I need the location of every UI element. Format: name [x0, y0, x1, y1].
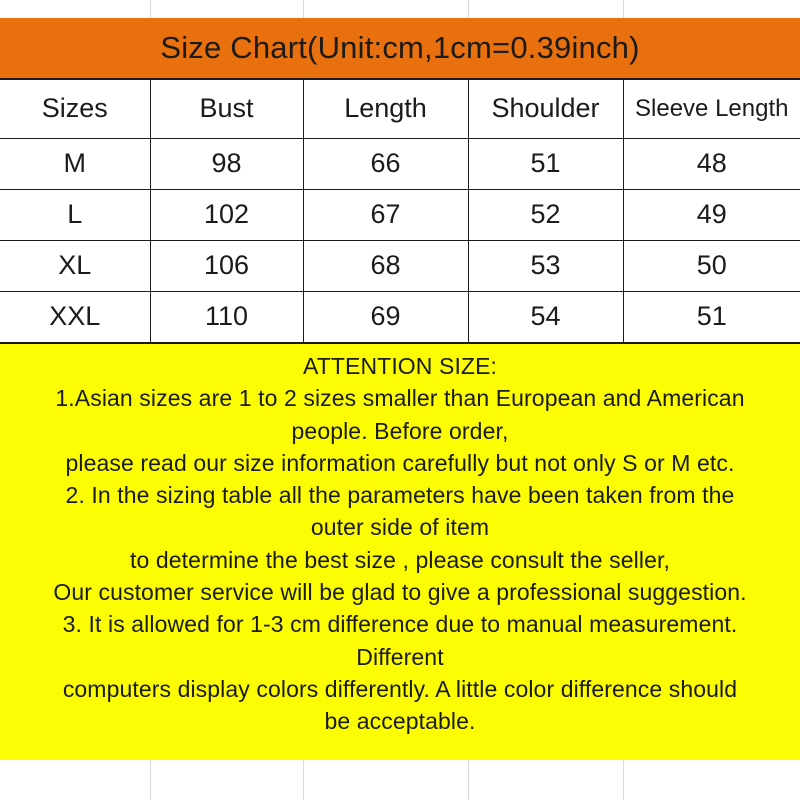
cell-shoulder: 51 — [468, 138, 623, 189]
size-chart-title: Size Chart(Unit:cm,1cm=0.39inch) — [160, 30, 640, 65]
table-row — [0, 291, 800, 342]
cell-size: L — [0, 189, 150, 240]
attention-line: 3. It is allowed for 1-3 cm difference due to manual measurement. — [62, 611, 738, 638]
cell-sleeve-length: 49 — [623, 189, 800, 240]
cell-length: 69 — [303, 291, 468, 342]
attention-line: 2. In the sizing table all the parameters have been taken from the — [65, 482, 735, 509]
cell-size: XL — [0, 240, 150, 291]
cell-length: 66 — [303, 138, 468, 189]
attention-line: be acceptable. — [324, 708, 476, 735]
cell-sleeve-length: 48 — [623, 138, 800, 189]
cell-size: XXL — [0, 291, 150, 342]
size-table — [0, 80, 800, 343]
cell-sleeve-length: 50 — [623, 240, 800, 291]
cell-bust: 102 — [150, 189, 303, 240]
attention-line: people. Before order, — [291, 417, 509, 444]
cell-shoulder: 52 — [468, 189, 623, 240]
attention-notice — [0, 343, 800, 760]
attention-line: Our customer service will be glad to give a professional suggestion. — [53, 579, 747, 606]
table-row — [0, 189, 800, 240]
header-sizes: Sizes — [0, 80, 150, 138]
cell-shoulder: 54 — [468, 291, 623, 342]
attention-line: computers display colors differently. A little color difference should — [62, 675, 738, 702]
cell-length: 68 — [303, 240, 468, 291]
cell-bust: 98 — [150, 138, 303, 189]
spreadsheet-grid-top — [0, 0, 800, 18]
attention-line: 1.Asian sizes are 1 to 2 sizes smaller than European and American — [55, 385, 745, 412]
table-header-row — [0, 80, 800, 138]
table-row — [0, 240, 800, 291]
attention-line: to determine the best size , please consult the seller, — [130, 546, 670, 573]
attention-heading: ATTENTION SIZE: — [302, 353, 498, 379]
cell-bust: 110 — [150, 291, 303, 342]
table-row — [0, 138, 800, 189]
cell-length: 67 — [303, 189, 468, 240]
spreadsheet-grid-bottom — [0, 760, 800, 800]
header-shoulder: Shoulder — [468, 80, 623, 138]
cell-bust: 106 — [150, 240, 303, 291]
cell-sleeve-length: 51 — [623, 291, 800, 342]
cell-size: M — [0, 138, 150, 189]
header-sleeve-length: Sleeve Length — [623, 80, 800, 138]
attention-line: Different — [356, 643, 444, 670]
attention-line: please read our size information carefully but not only S or M etc. — [65, 449, 735, 476]
cell-shoulder: 53 — [468, 240, 623, 291]
header-bust: Bust — [150, 80, 303, 138]
size-chart-title-bar — [0, 18, 800, 80]
header-length: Length — [303, 80, 468, 138]
attention-line: outer side of item — [310, 514, 490, 541]
